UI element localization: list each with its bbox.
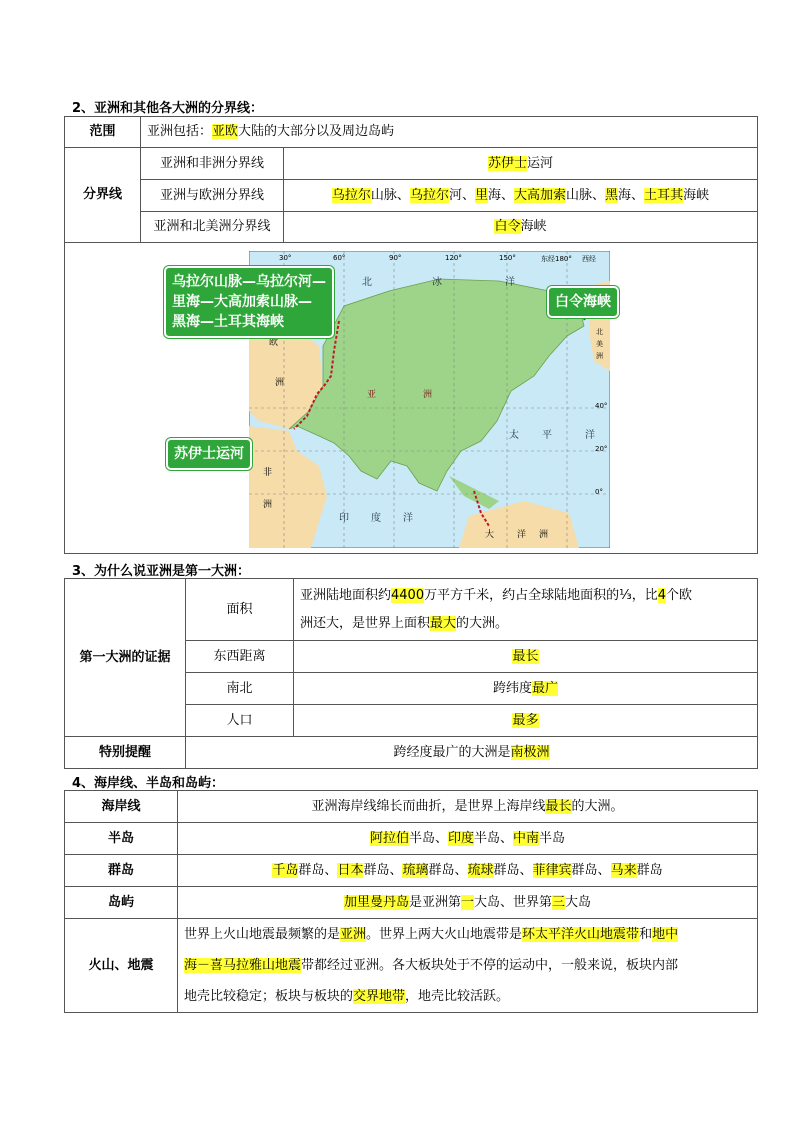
section-2-heading: 2、亚洲和其他各大洲的分界线：	[72, 101, 264, 116]
lon-label-90: 90°	[389, 254, 402, 262]
asia-africa-value: 苏伊士运河	[284, 148, 758, 180]
lon-label-60: 60°	[333, 254, 346, 262]
suez-callout: 苏伊士运河	[166, 438, 252, 470]
reminder-label: 特别提醒	[65, 737, 186, 769]
archipelago-value: 千岛群岛、日本群岛、琉璃群岛、琉球群岛、菲律宾群岛、马来群岛	[178, 855, 758, 887]
range-value: 亚洲包括：亚欧大陆的大部分以及周边岛屿	[141, 117, 758, 148]
population-label: 人口	[186, 705, 294, 737]
oceania-label-3: 洲	[539, 530, 549, 540]
pacific-label-2: 平	[542, 430, 552, 441]
reminder-value: 跨经度最广的大洲是南极洲	[186, 737, 758, 769]
europe-label-2: 洲	[275, 378, 285, 388]
namerica-label-2: 美	[596, 340, 603, 348]
indian-label-1: 印	[339, 513, 349, 524]
asia-label-1: 亚	[367, 390, 377, 400]
first-continent-table	[64, 578, 758, 769]
europe-boundary-callout: 乌拉尔山脉—乌拉尔河— 里海—大高加索山脉— 黑海—土耳其海峡	[164, 266, 334, 338]
section-3-heading: 3、为什么说亚洲是第一大洲：	[72, 564, 251, 579]
island-value: 加里曼丹岛是亚洲第一大岛、世界第三大岛	[178, 887, 758, 919]
arctic-label-2: 冰	[432, 277, 442, 288]
lat-label-0: 0°	[595, 488, 603, 496]
asia-europe-label: 亚洲与欧洲分界线	[141, 180, 284, 212]
namerica-label-1: 北	[596, 328, 603, 336]
oceania-label-1: 大	[485, 530, 495, 540]
asia-africa-label: 亚洲和非洲分界线	[141, 148, 284, 180]
pacific-label-1: 太	[509, 430, 519, 441]
asia-namerica-label: 亚洲和北美洲分界线	[141, 212, 284, 243]
north-south-value: 跨纬度最广	[294, 673, 758, 705]
coast-table	[64, 790, 758, 1013]
area-label: 面积	[186, 579, 294, 641]
peninsula-label: 半岛	[65, 823, 178, 855]
indian-label-3: 洋	[403, 513, 413, 524]
arctic-label-3: 洋	[505, 277, 515, 288]
lon-label-150: 150°	[499, 254, 516, 262]
range-label: 范围	[65, 117, 141, 148]
europe-label-1: 欧	[269, 338, 279, 348]
lon-label-west: 西经	[582, 255, 596, 263]
asia-europe-value: 乌拉尔山脉、乌拉尔河、里海、大高加索山脉、黑海、土耳其海峡	[284, 180, 758, 212]
boundary-label: 分界线	[65, 148, 141, 243]
bering-callout: 白令海峡	[547, 286, 619, 318]
oceania-label-2: 洋	[517, 530, 527, 540]
lon-label-30: 30°	[279, 254, 292, 262]
lat-label-20: 20°	[595, 445, 608, 453]
section-4-heading: 4、海岸线、半岛和岛屿：	[72, 776, 225, 791]
population-value: 最多	[294, 705, 758, 737]
namerica-label-3: 洲	[596, 352, 603, 360]
lon-label-120: 120°	[445, 254, 462, 262]
lat-label-40: 40°	[595, 402, 608, 410]
east-west-value: 最长	[294, 641, 758, 673]
island-label: 岛屿	[65, 887, 178, 919]
lon-label-180e: 东经180°	[541, 255, 572, 263]
area-value: 亚洲陆地面积约4400万平方千米，约占全球陆地面积的⅓，比4个欧 洲还大，是世界上面积最大的大洲。	[294, 579, 758, 641]
coast-label: 海岸线	[65, 791, 178, 823]
asia-namerica-value: 白令海峡	[284, 212, 758, 243]
africa-label-2: 洲	[263, 500, 273, 510]
volcano-label: 火山、地震	[65, 919, 178, 1013]
east-west-label: 东西距离	[186, 641, 294, 673]
asia-label-2: 洲	[423, 390, 433, 400]
archipelago-label: 群岛	[65, 855, 178, 887]
north-south-label: 南北	[186, 673, 294, 705]
volcano-value: 世界上火山地震最频繁的是亚洲。世界上两大火山地震带是环太平洋火山地震带和地中 海－喜马拉雅山地震带都经过亚洲。各大板块处于不停的运动中，一般来说，板块内部 地壳比较稳定；板块与板块的交界地带，地壳比较活跃。	[178, 919, 758, 1013]
pacific-label-3: 洋	[585, 430, 595, 441]
peninsula-value: 阿拉伯半岛、印度半岛、中南半岛	[178, 823, 758, 855]
coast-value: 亚洲海岸线绵长而曲折，是世界上海岸线最长的大洲。	[178, 791, 758, 823]
indian-label-2: 度	[371, 513, 381, 524]
arctic-label-1: 北	[362, 277, 372, 288]
africa-label-1: 非	[263, 468, 273, 478]
evidence-label: 第一大洲的证据	[65, 579, 186, 737]
